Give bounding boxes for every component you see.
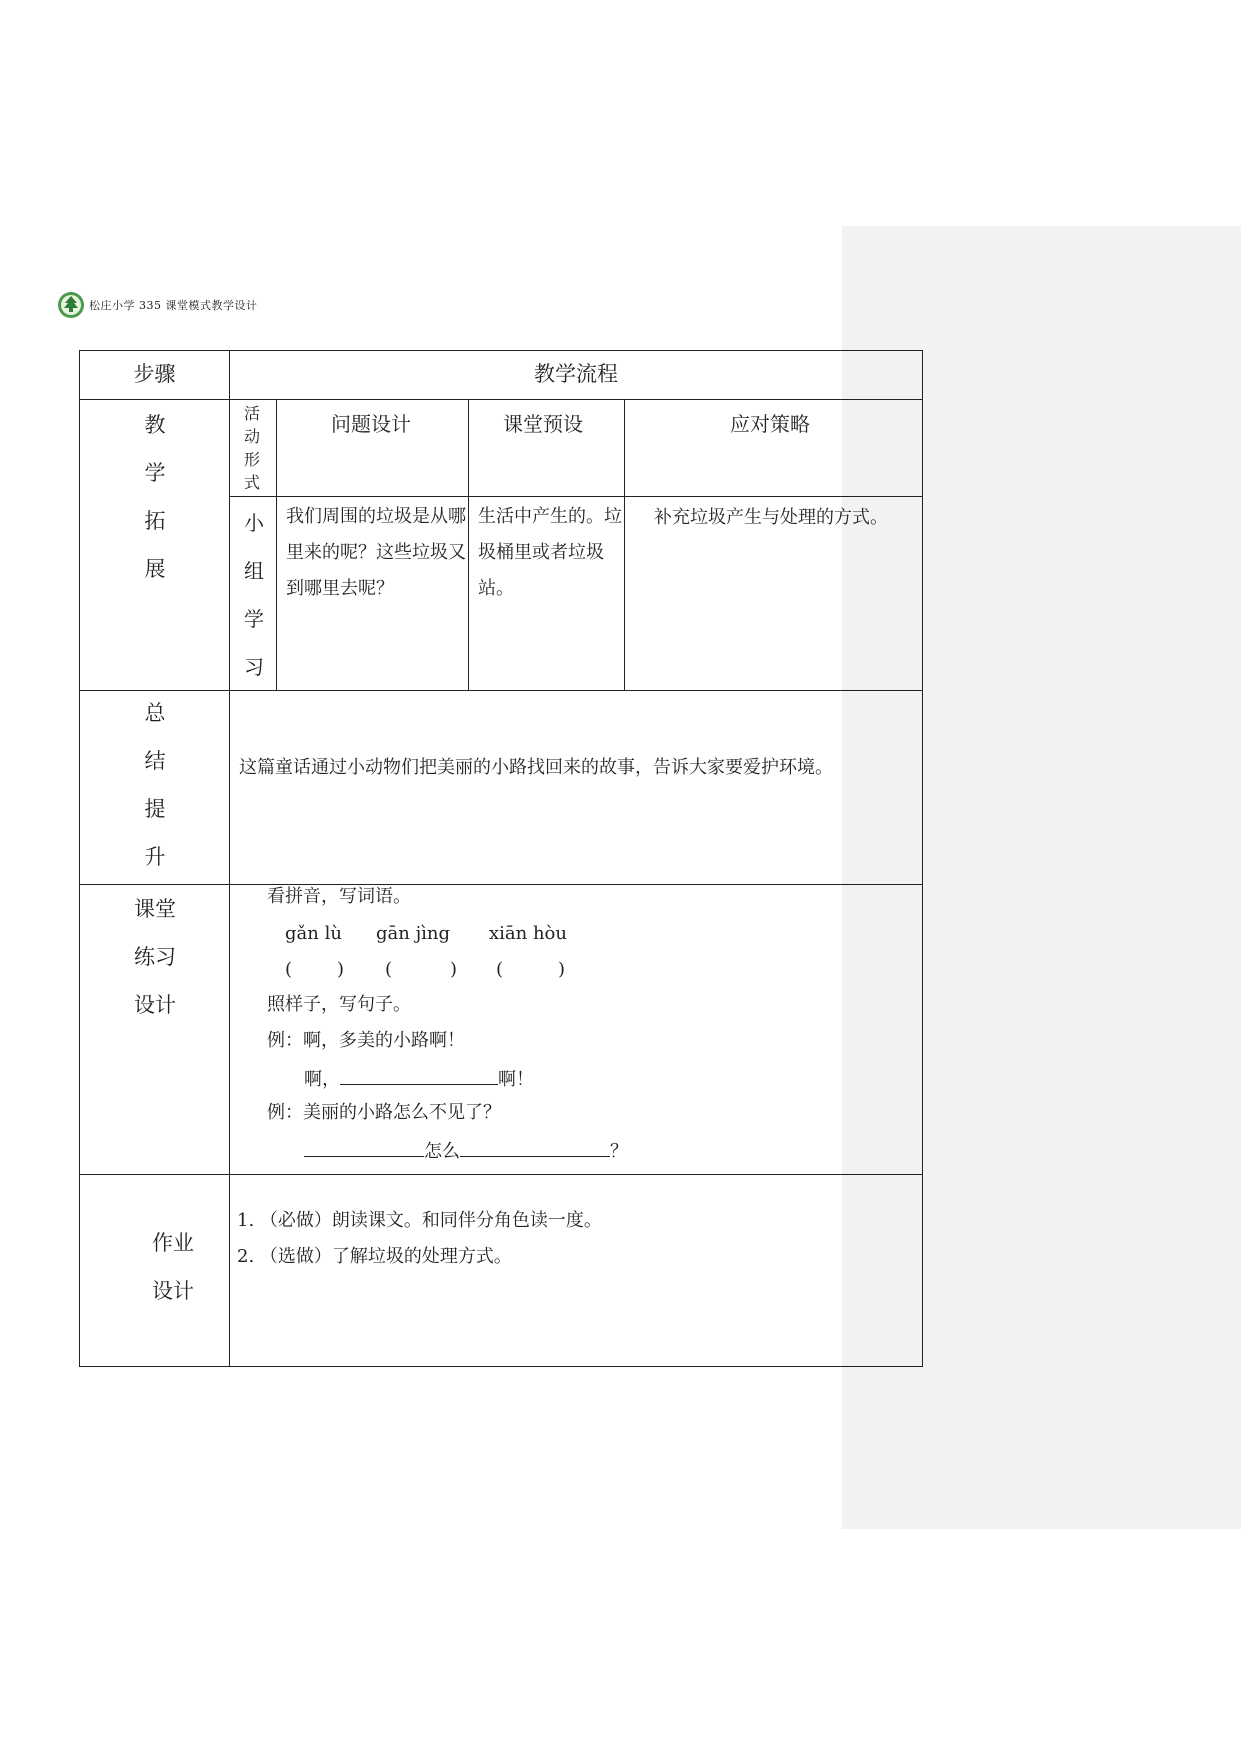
homework-item: 2. （选做）了解垃圾的处理方式。 [237,1246,512,1267]
exercise-step-label: 课堂 [134,897,176,921]
form-subheader-label: 活动形式 [244,404,261,492]
homework-step-label: 作业 [152,1231,194,1255]
fill2-end: ？ [610,1141,628,1162]
answer-paren-close: ) [450,959,458,980]
fill1-end: 啊！ [498,1069,534,1090]
summary-step-char: 升 [144,845,166,869]
exercise-step-label: 设计 [134,993,176,1017]
preset-subheader [468,399,625,497]
homework-item: 1. （必做）朗读课文。和同伴分角色读一度。 [237,1210,602,1231]
exercise-task2: 照样子，写句子。 [267,994,411,1015]
school-logo-icon [57,291,85,319]
homework-cell [229,1174,923,1367]
fill-sentence-2 [304,1138,628,1163]
step-header [79,350,230,400]
summary-step-char: 提 [144,797,166,821]
question-subheader [276,399,469,497]
question-subheader-label: 问题设计 [331,412,411,436]
preset-text: 生活中产生的。垃圾桶里或者垃圾站。 [478,506,622,599]
summary-step-cell [79,690,230,885]
extend-step-char: 学 [144,461,166,485]
strategy-text: 补充垃圾产生与处理的方式。 [654,507,888,528]
flow-header [229,350,923,400]
extend-step-char: 拓 [144,509,166,533]
pinyin-item: gǎn lù [285,923,342,944]
answer-paren-close: ) [558,959,566,980]
form-cell [229,496,277,691]
extend-step-char: 教 [144,413,166,437]
extend-step-char: 展 [144,557,166,581]
answer-paren-open: ( [496,959,504,980]
flow-header-label: 教学流程 [534,362,618,387]
exercise-step-cell [79,884,230,1175]
strategy-subheader-label: 应对策略 [730,412,810,436]
form-char: 小 [244,511,264,535]
answer-paren-open: ( [285,959,293,980]
fill2-blank-a[interactable] [304,1138,424,1157]
form-char: 学 [244,607,264,631]
fill2-blank-b[interactable] [460,1138,610,1157]
summary-step-char: 结 [144,749,166,773]
answer-paren-open: ( [385,959,393,980]
exercise-step-label: 练习 [134,945,176,969]
page-header [57,290,258,320]
answer-paren-close: ) [337,959,345,980]
pinyin-item: gān jìng [376,923,451,944]
summary-step-char: 总 [144,701,166,725]
form-subheader [229,399,277,497]
exercise-example2: 例：美丽的小路怎么不见了？ [267,1102,501,1123]
fill1-start: 啊， [304,1069,340,1090]
form-char: 组 [244,559,264,583]
preset-subheader-label: 课堂预设 [503,412,583,436]
strategy-subheader [624,399,923,497]
summary-cell [229,690,923,885]
exercise-example1: 例：啊，多美的小路啊！ [267,1030,465,1051]
fill-sentence-1 [304,1066,534,1091]
fill2-mid: 怎么 [424,1141,460,1162]
question-text: 我们周围的垃圾是从哪里来的呢？这些垃圾又到哪里去呢？ [286,506,466,599]
extend-step-cell [79,399,230,691]
summary-text: 这篇童话通过小动物们把美丽的小路找回来的故事，告诉大家要爱护环境。 [239,757,833,778]
exercise-cell [229,884,923,1175]
form-char: 习 [244,655,264,679]
preset-cell [468,496,625,691]
exercise-task1: 看拼音，写词语。 [267,886,411,907]
homework-step-cell [79,1174,230,1367]
strategy-cell [624,496,923,691]
question-cell [276,496,469,691]
pinyin-item: xiān hòu [489,923,567,944]
homework-step-label: 设计 [152,1279,194,1303]
header-title: 松庄小学 335 课堂模式教学设计 [89,299,258,312]
fill1-blank[interactable] [340,1066,498,1085]
step-header-label: 步骤 [133,362,176,387]
